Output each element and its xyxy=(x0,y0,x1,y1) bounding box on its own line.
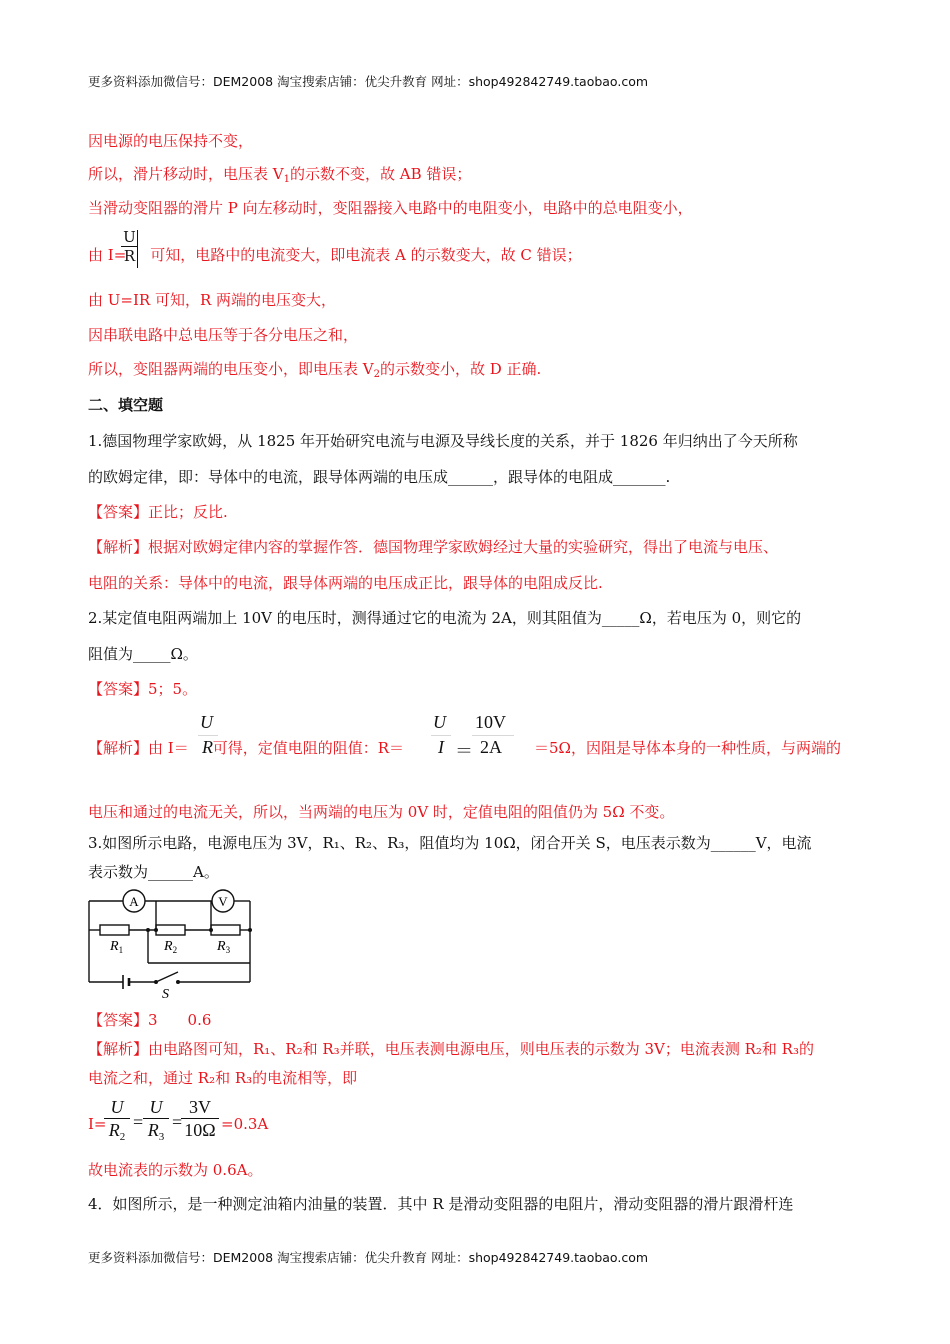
r2-label: $R_2$ xyxy=(164,939,178,955)
eq-lhs: I= xyxy=(88,1115,107,1133)
eq-frac-u-r2: U $R_2$ xyxy=(104,1096,130,1148)
prev-line-4: 由 I= 可知，电路中的电流变大，即电流表 A 的示数变大，故 C 错误； xyxy=(88,246,582,264)
ammeter-label: A xyxy=(129,894,139,909)
junction-dot xyxy=(209,928,213,932)
q2-equals: ＝ xyxy=(455,741,473,761)
q2-frac3-den: 2A xyxy=(480,737,502,757)
q2-frac2-den: I xyxy=(438,737,444,757)
eq-frac-u-r3: U $R_3$ xyxy=(143,1096,169,1148)
q3-line-2: 表示数为______A。 xyxy=(88,863,219,881)
junction-dot xyxy=(154,928,158,932)
prev-line-2: 所以，滑片移动时，电压表 $V_1$的示数不变，故 AB 错误； xyxy=(88,165,472,185)
resistor-r3 xyxy=(211,925,240,935)
switch-pivot xyxy=(154,980,158,984)
q2-frac2-bar xyxy=(431,735,451,736)
q3-analysis-1: 【解析】由电路图可知，R₁、R₂和 R₃并联，电压表测电源电压，则电压表的示数为 3V；电流表测 R₂和 R₃的 xyxy=(88,1040,814,1058)
q1-answer: 【答案】正比；反比. xyxy=(88,503,228,521)
eq-frac-3v-10ohm: 3V 10Ω xyxy=(181,1096,219,1141)
q2-frac3-bar xyxy=(472,735,514,736)
q3-line-1: 3.如图所示电路，电源电压为 3V，R₁、R₂、R₃，阻值均为 10Ω，闭合开关 S，电压表示数为______V，电流 xyxy=(88,834,812,852)
q1-analysis-2: 电阻的关系：导体中的电流，跟导体两端的电压成正比，跟导体的电阻成反比. xyxy=(88,574,603,592)
q2-frac1-num: U xyxy=(200,712,213,732)
q3-answer: 【答案】3 0.6 xyxy=(88,1011,212,1029)
eq-equals-1: = xyxy=(133,1112,144,1132)
q3-conclusion: 故电流表的示数为 0.6A。 xyxy=(88,1161,263,1179)
q2-frac1-bar xyxy=(198,735,218,736)
q2-frac3-num: 10V xyxy=(475,712,506,732)
q2-line-2: 阻值为_____Ω。 xyxy=(88,645,198,663)
resistor-r2 xyxy=(156,925,185,935)
switch-contact xyxy=(176,980,180,984)
eq-rhs: =0.3A xyxy=(221,1115,269,1133)
q2-analysis-1: 【解析】由 I＝ 可得，定值电阻的阻值：R＝ ＝5Ω，因阻是导体本身的一种性质，与两端的 xyxy=(88,739,841,757)
prev-line-1: 因电源的电压保持不变， xyxy=(88,132,254,150)
q1-analysis-1: 【解析】根据对欧姆定律内容的掌握作答．德国物理学家欧姆经过大量的实验研究，得出了电流与电压、 xyxy=(88,538,779,556)
switch-label: S xyxy=(162,987,169,1000)
r3-label: $R_3$ xyxy=(217,939,231,955)
fraction-u-over-r: U R xyxy=(121,228,138,265)
switch-blade xyxy=(156,972,178,982)
prev-line-6: 因串联电路中总电压等于各分电压之和， xyxy=(88,326,359,344)
q2-line-1: 2.某定值电阻两端加上 10V 的电压时，测得通过它的电流为 2A，则其阻值为_____Ω，若电压为 0，则它的 xyxy=(88,609,802,627)
fraction-edge xyxy=(137,230,138,268)
section-title: 二、填空题 xyxy=(88,396,164,414)
resistor-r1 xyxy=(100,925,129,935)
prev-line-5: 由 U=IR 可知，R 两端的电压变大， xyxy=(88,291,337,309)
q2-answer: 【答案】5；5。 xyxy=(88,680,198,698)
junction-dot xyxy=(146,928,150,932)
page-header: 更多资料添加微信号：DEM2008 淘宝搜索店铺：优尖升教育 网址：shop492842749.taobao.com xyxy=(88,74,649,89)
q4-line-1: 4．如图所示，是一种测定油箱内油量的装置．其中 R 是滑动变阻器的电阻片，滑动变阻器的滑片跟滑杆连 xyxy=(88,1195,794,1213)
voltmeter-label: V xyxy=(218,894,228,909)
q3-analysis-2: 电流之和，通过 R₂和 R₃的电流相等，即 xyxy=(88,1069,358,1087)
eq-equals-2: = xyxy=(172,1112,183,1132)
q2-frac1-den: R xyxy=(202,737,213,757)
junction-dot xyxy=(248,928,252,932)
r1-label: $R_1$ xyxy=(110,939,124,955)
page-footer: 更多资料添加微信号：DEM2008 淘宝搜索店铺：优尖升教育 网址：shop492842749.taobao.com xyxy=(88,1250,649,1265)
circuit-diagram xyxy=(86,888,256,1000)
q1-line-2: 的欧姆定律，即：导体中的电流，跟导体两端的电压成______，跟导体的电阻成_______. xyxy=(88,468,671,486)
prev-line-7: 所以，变阻器两端的电压变小，即电压表 $V_2$的示数变小，故 D 正确. xyxy=(88,360,542,380)
q2-analysis-2: 电压和通过的电流无关，所以，当两端的电压为 0V 时，定值电阻的阻值仍为 5Ω 不变。 xyxy=(88,803,675,821)
q1-line-1: 1.德国物理学家欧姆，从 1825 年开始研究电流与电源及导线长度的关系，并于 1826 年归纳出了今天所称 xyxy=(88,432,798,450)
q2-frac2-num: U xyxy=(433,712,446,732)
prev-line-3: 当滑动变阻器的滑片 P 向左移动时，变阻器接入电路中的电阻变小，电路中的总电阻变小， xyxy=(88,199,693,217)
